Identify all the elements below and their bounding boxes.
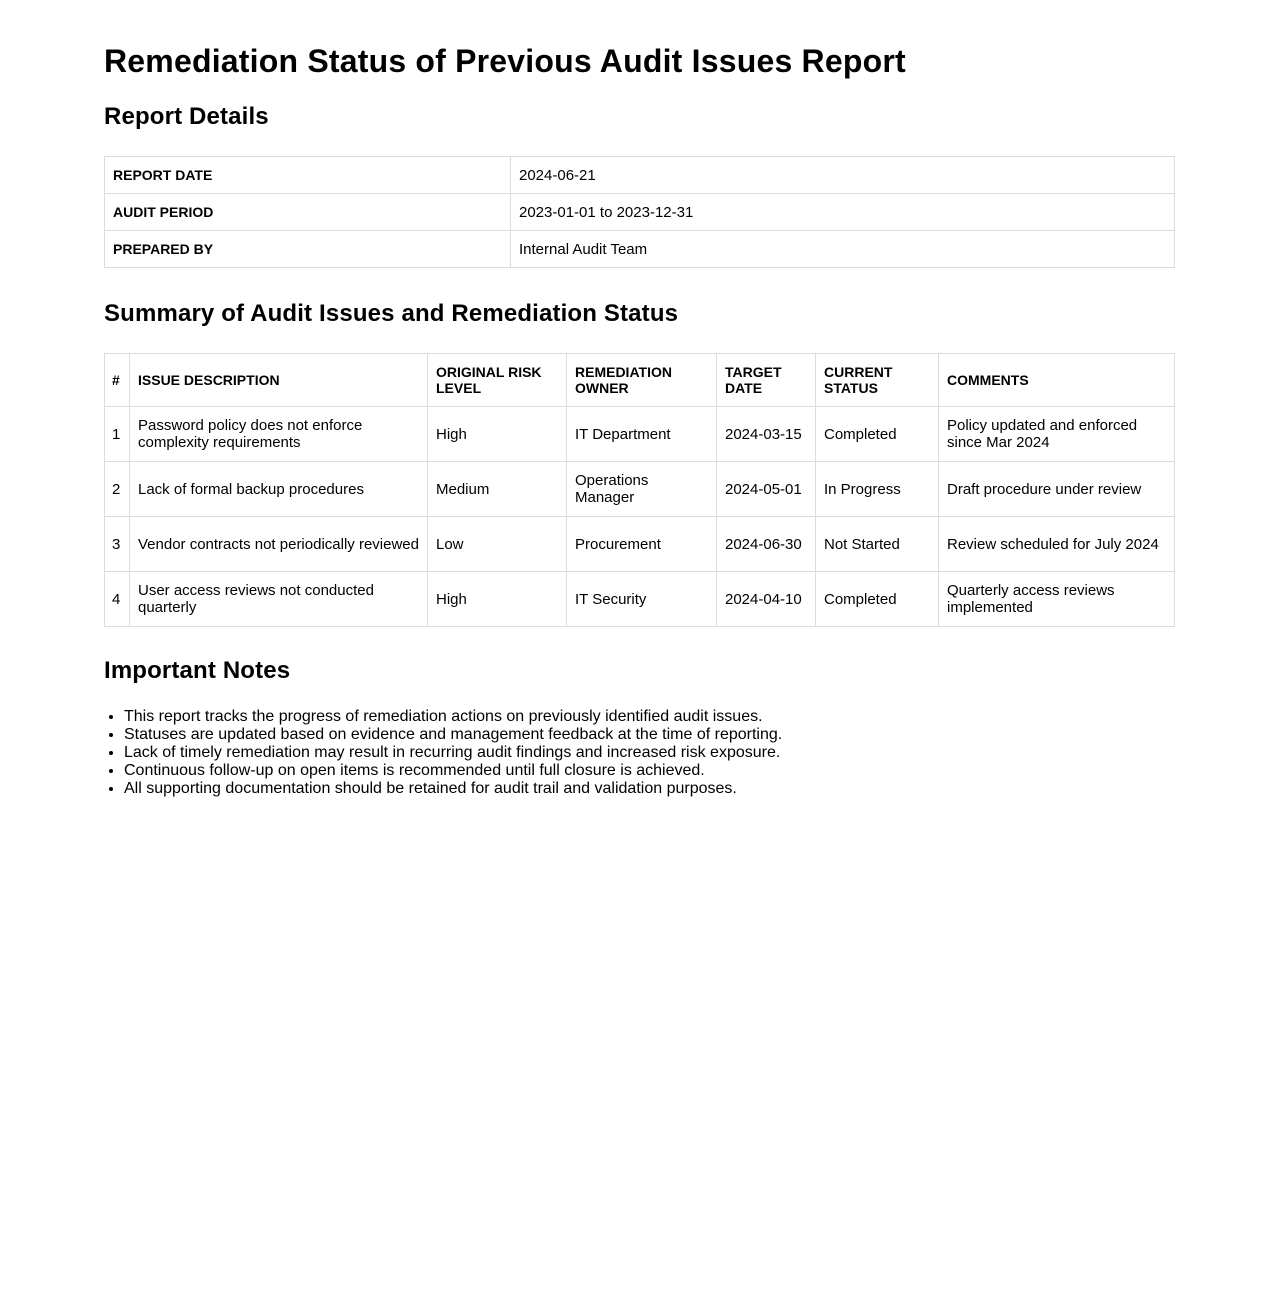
column-header-comments: COMMENTS: [939, 354, 1175, 407]
list-item: • Statuses are updated based on evidence and management feedback at the time of reporting.: [124, 726, 1175, 744]
details-label: REPORT DATE: [105, 157, 511, 194]
issue-comments: Policy updated and enforced since Mar 2024: [939, 407, 1175, 462]
table-row: [105, 572, 1175, 627]
table-row: [105, 517, 1175, 572]
issue-number: 3: [105, 517, 130, 572]
issue-status: Completed: [816, 407, 939, 462]
notes-list: [104, 708, 1175, 798]
details-row-report-date: [105, 157, 1175, 194]
details-row-audit-period: [105, 194, 1175, 231]
details-label: AUDIT PERIOD: [105, 194, 511, 231]
report-details-heading: Report Details: [104, 103, 269, 130]
issue-number: 4: [105, 572, 130, 627]
issue-description: Lack of formal backup procedures: [130, 462, 428, 517]
issue-comments: Quarterly access reviews implemented: [939, 572, 1175, 627]
issue-owner: IT Department: [567, 407, 717, 462]
issue-status: In Progress: [816, 462, 939, 517]
issue-description: Password policy does not enforce complexity requirements: [130, 407, 428, 462]
table-row: [105, 462, 1175, 517]
issues-table: [104, 353, 1175, 627]
column-header-target-date: TARGET DATE: [717, 354, 816, 407]
page-title: Remediation Status of Previous Audit Issues Report: [104, 43, 906, 79]
list-item: • This report tracks the progress of remediation actions on previously identified audit issues.: [124, 708, 1175, 726]
issues-header-row: [105, 354, 1175, 407]
issue-target-date: 2024-03-15: [717, 407, 816, 462]
issue-target-date: 2024-04-10: [717, 572, 816, 627]
column-header-risk-level: ORIGINAL RISK LEVEL: [428, 354, 567, 407]
issue-status: Completed: [816, 572, 939, 627]
issue-owner: IT Security: [567, 572, 717, 627]
issue-number: 1: [105, 407, 130, 462]
issue-comments: Draft procedure under review: [939, 462, 1175, 517]
issue-risk-level: High: [428, 572, 567, 627]
issue-risk-level: High: [428, 407, 567, 462]
issue-risk-level: Low: [428, 517, 567, 572]
issue-comments: Review scheduled for July 2024: [939, 517, 1175, 572]
details-value: Internal Audit Team: [511, 231, 1175, 268]
issue-target-date: 2024-06-30: [717, 517, 816, 572]
notes-heading: Important Notes: [104, 657, 291, 684]
table-row: [105, 407, 1175, 462]
issue-number: 2: [105, 462, 130, 517]
issue-status: Not Started: [816, 517, 939, 572]
list-item: • Lack of timely remediation may result in recurring audit findings and increased risk exposure.: [124, 744, 1175, 762]
details-label: PREPARED BY: [105, 231, 511, 268]
column-header-issue-description: ISSUE DESCRIPTION: [130, 354, 428, 407]
details-row-prepared-by: [105, 231, 1175, 268]
summary-heading: Summary of Audit Issues and Remediation Status: [104, 300, 679, 327]
report-page: [104, 0, 1175, 798]
details-value: 2023-01-01 to 2023-12-31: [511, 194, 1175, 231]
report-details-table: [104, 156, 1175, 268]
list-item: • Continuous follow-up on open items is recommended until full closure is achieved.: [124, 762, 1175, 780]
issue-owner: Procurement: [567, 517, 717, 572]
issue-description: User access reviews not conducted quarterly: [130, 572, 428, 627]
list-item: • All supporting documentation should be retained for audit trail and validation purposes.: [124, 780, 1175, 798]
issue-description: Vendor contracts not periodically reviewed: [130, 517, 428, 572]
details-value: 2024-06-21: [511, 157, 1175, 194]
column-header-remediation-owner: REMEDIATION OWNER: [567, 354, 717, 407]
issue-risk-level: Medium: [428, 462, 567, 517]
column-header-current-status: CURRENT STATUS: [816, 354, 939, 407]
column-header-number: #: [105, 354, 130, 407]
issue-target-date: 2024-05-01: [717, 462, 816, 517]
issue-owner: Operations Manager: [567, 462, 717, 517]
